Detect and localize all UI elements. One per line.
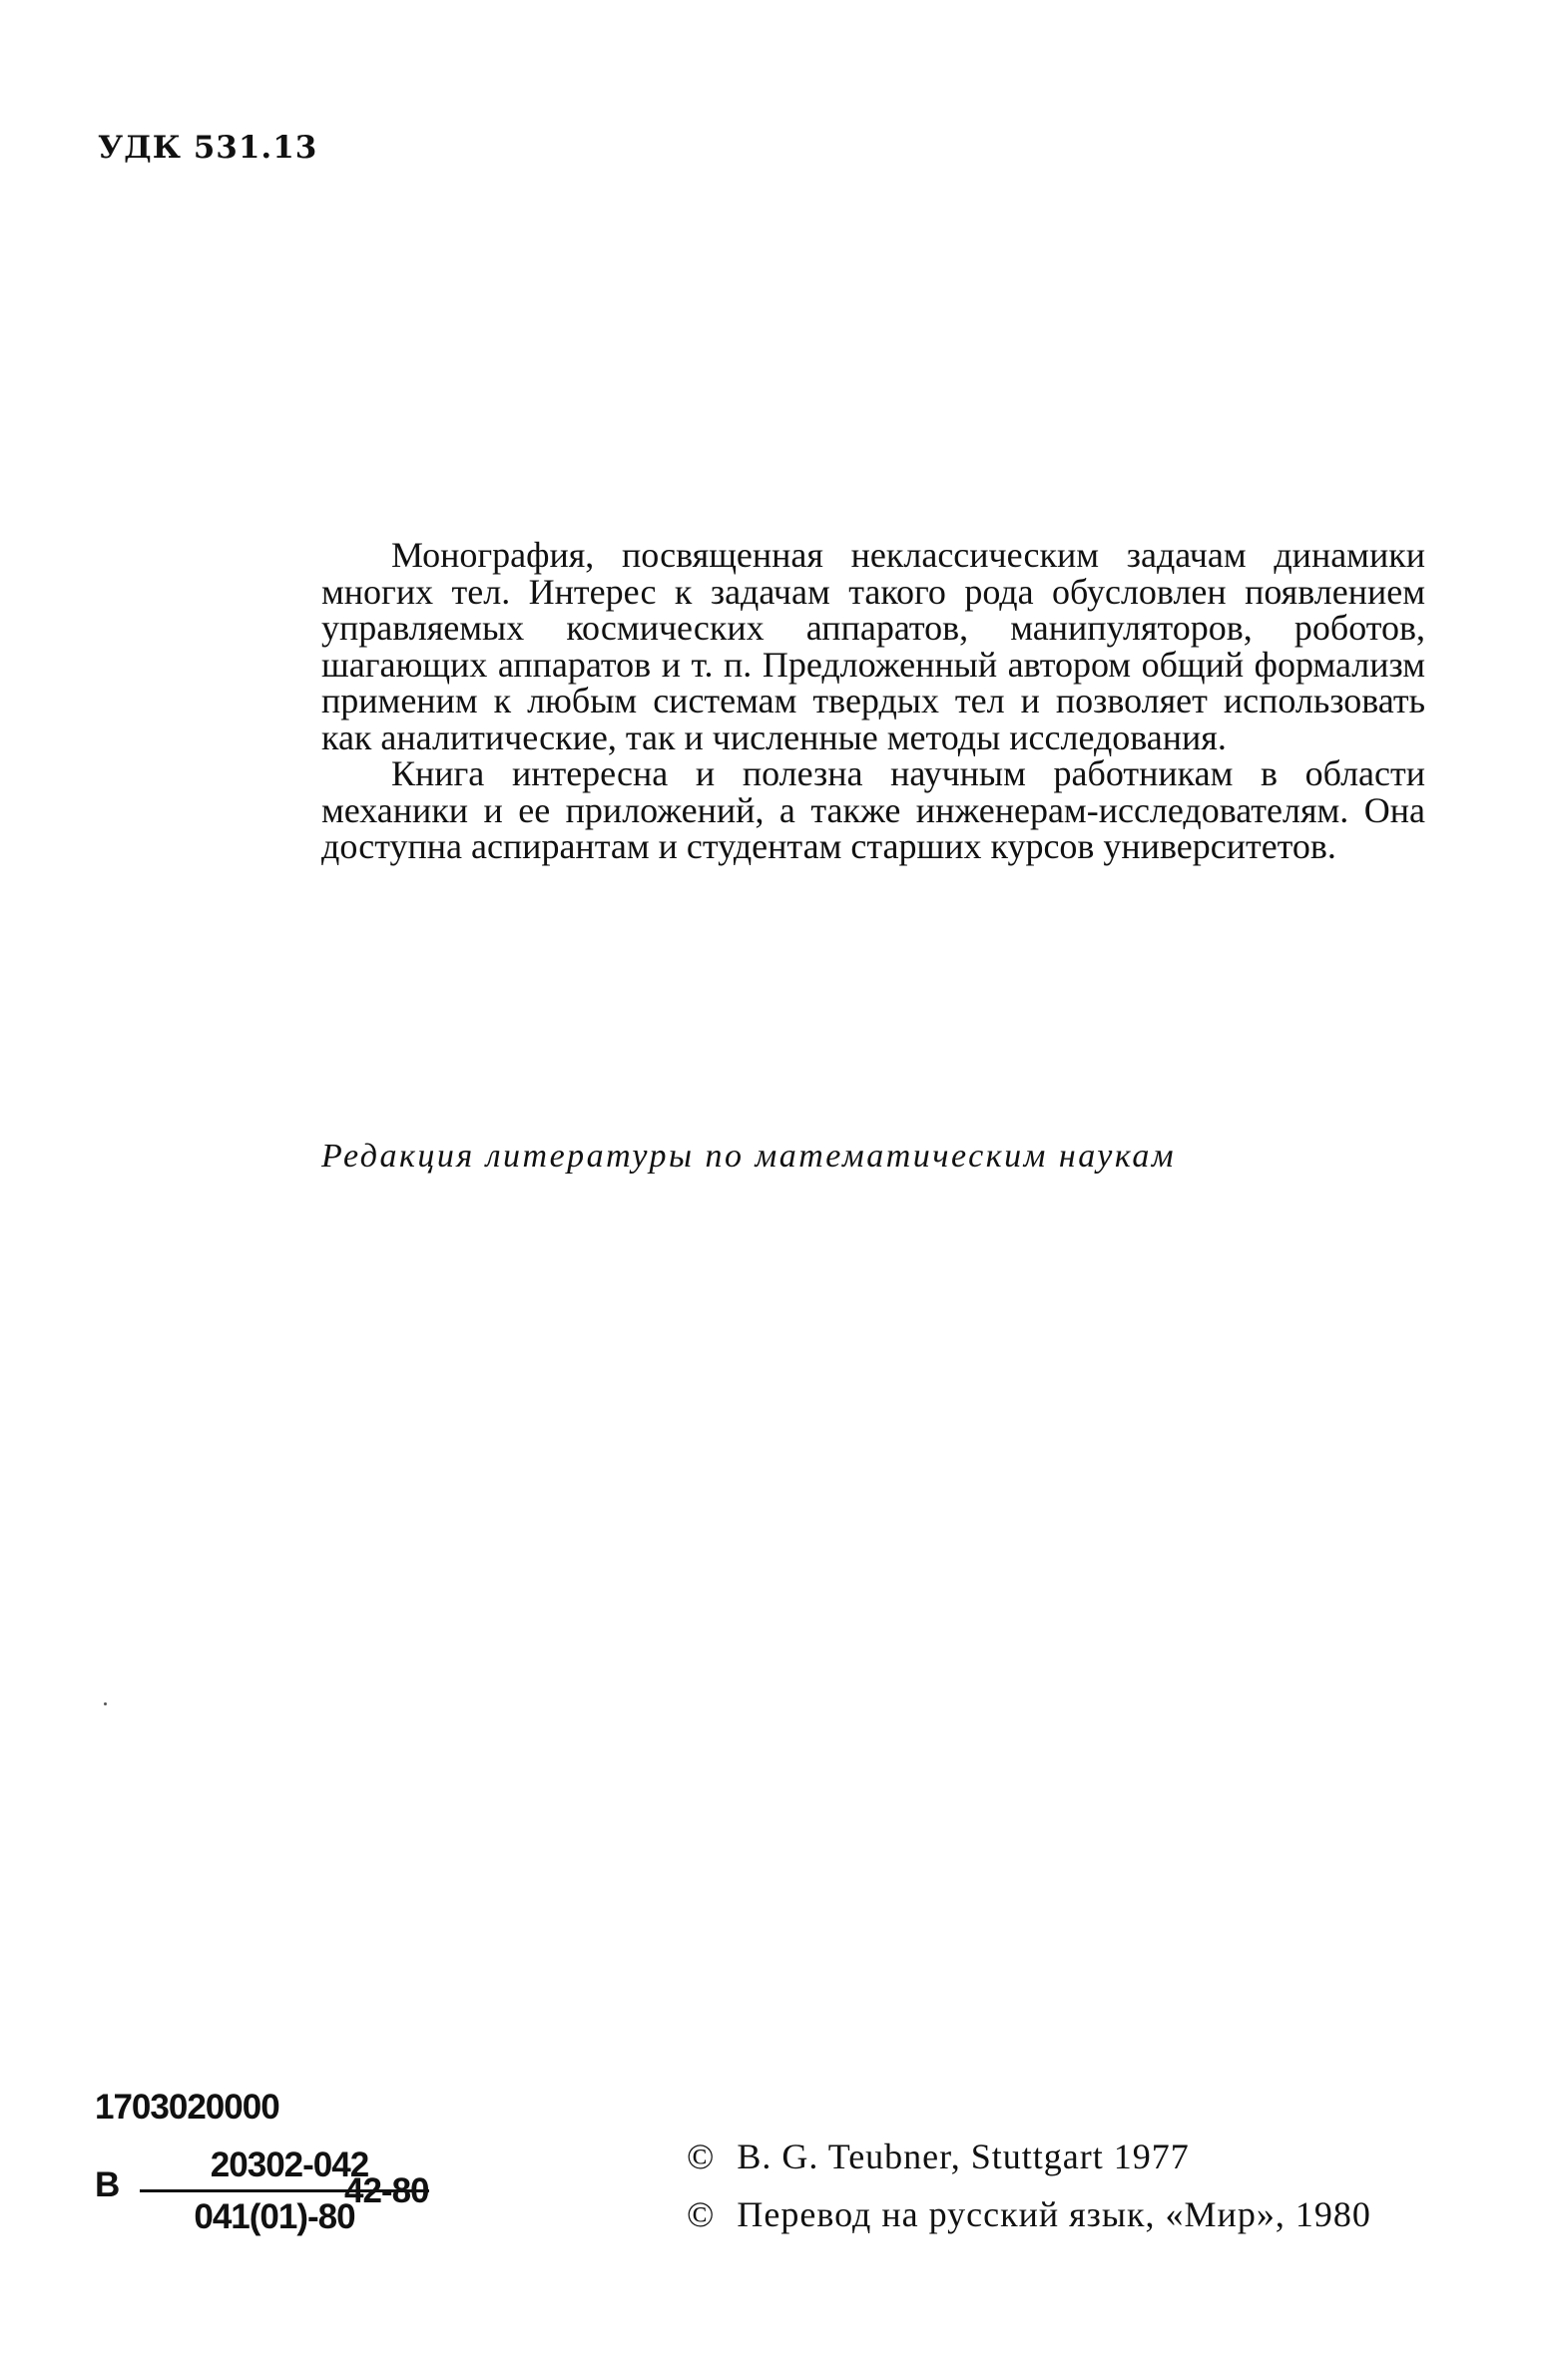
index-letter: В (95, 2165, 120, 2204)
copyright-icon: © (687, 2194, 716, 2234)
book-abstract (321, 537, 1425, 865)
print-speck (104, 1702, 107, 1705)
abstract-paragraph: Монография, посвященная неклассическим задачам динамики многих тел. Интерес к задачам такого рода обусловлен появлением управляемых космических аппаратов, манипуляторов, роботов, шагающих аппаратов и т. п. Предложенный автором общий формализм применим к любым системам твердых тел и позволяет использовать как аналитические, так и численные методы исследования. (321, 535, 1425, 757)
copyright-translation-text: Перевод на русский язык, «Мир», 1980 (737, 2194, 1371, 2234)
publication-index (95, 2145, 454, 2255)
index-denominator: 041(01)-80 (194, 2197, 355, 2236)
abstract-paragraph: Книга интересна и полезна научным работникам в области механики и ее приложений, а также инженерам-исследователям. Она доступна аспирантам и студентам старших курсов университетов. (321, 753, 1425, 866)
copyright-translation (687, 2185, 1371, 2243)
catalog-code: 1703020000 (95, 2088, 279, 2127)
editorial-office: Редакция литературы по математическим наукам (321, 1138, 1177, 1175)
copyright-icon: © (687, 2137, 716, 2176)
copyright-original-text: B. G. Teubner, Stuttgart 1977 (737, 2137, 1190, 2176)
udk-classification: УДК 531.13 (98, 130, 318, 166)
index-numerator: 20302-042 (210, 2145, 369, 2184)
index-suffix: 42-80 (344, 2171, 429, 2210)
copyright-original (687, 2128, 1371, 2185)
copyright-notices (687, 2128, 1371, 2243)
